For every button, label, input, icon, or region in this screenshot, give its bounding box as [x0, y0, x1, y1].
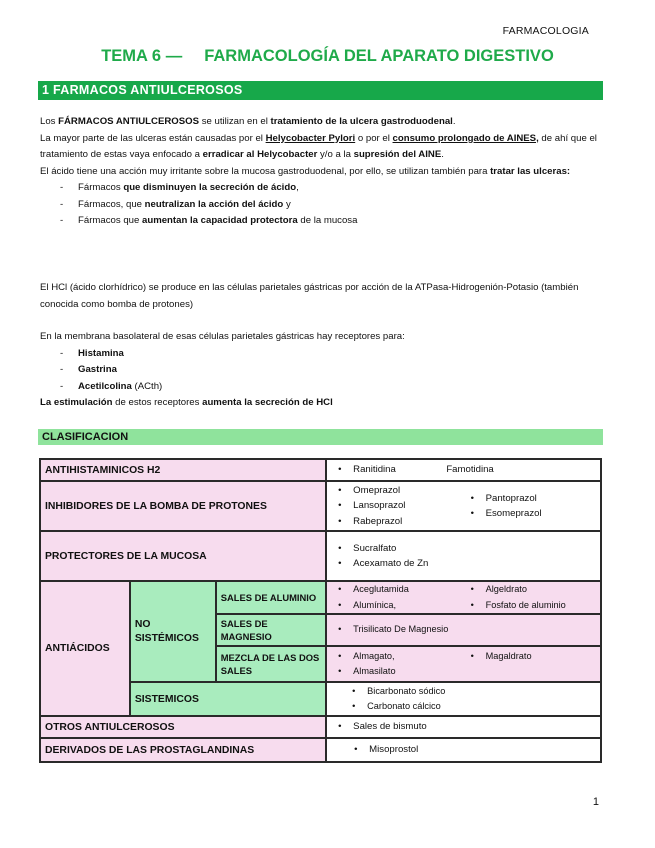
receptors-text	[40, 329, 600, 412]
magnesium-salts-drugs: • Trisilicato De Magnesio	[326, 614, 601, 646]
list-item: - Fármacos, que neutralizan la acción del ácido y	[40, 197, 600, 214]
systemic-label: SISTEMICOS	[130, 682, 326, 716]
table-row	[40, 481, 601, 531]
mixed-salts-drugs: • Almagato, • Almasilato • Magaldrato	[326, 646, 601, 682]
list-item: - Histamina	[40, 346, 600, 363]
list-item: - Fármacos que disminuyen la secreción de ácido,	[40, 180, 600, 197]
antacids-label: ANTIÁCIDOS	[40, 581, 130, 716]
mixed-salts-label: MEZCLA DE LAS DOS SALES	[216, 646, 326, 682]
non-systemic-label: NO SISTÉMICOS	[130, 581, 216, 682]
list-item: - Fármacos que aumentan la capacidad protectora de la mucosa	[40, 213, 600, 230]
header-subject: FARMACOLOGIA	[502, 25, 589, 37]
table-row	[40, 716, 601, 738]
protectors-label: PROTECTORES DE LA MUCOSA	[40, 531, 326, 581]
antihistamine-label: ANTIHISTAMINICOS H2	[40, 459, 326, 481]
other-antiulcer-label: OTROS ANTIULCEROSOS	[40, 716, 326, 738]
title-topic: TEMA 6 —	[101, 47, 183, 65]
table-row	[40, 459, 601, 481]
table-row	[40, 738, 601, 762]
magnesium-salts-label: SALES DE MAGNESIO	[216, 614, 326, 646]
treatment-list	[40, 180, 600, 230]
table-row	[40, 581, 601, 614]
list-item: - Gastrina	[40, 362, 600, 379]
section-heading: 1 FARMACOS ANTIULCEROSOS	[38, 81, 603, 100]
classification-table	[39, 458, 602, 763]
aluminum-salts-label: SALES DE ALUMINIO	[216, 581, 326, 614]
intro-paragraph-2: La mayor parte de las ulceras están causadas por el Helycobacter Pylori o por el consumo prolongado de AINES, de ahí que el tratamiento de estas vaya enfocado a erradicar al Helycobacter y/o a la supresión del AINE.	[40, 132, 597, 160]
list-item: - Acetilcolina (ACth)	[40, 379, 600, 396]
intro-paragraph-3: El ácido tiene una acción muy irritante sobre la mucosa gastroduodenal, por ello, se utilizan también para tratar las ulceras:	[40, 165, 571, 177]
protectors-drugs: • Sucralfato • Acexamato de Zn	[326, 531, 601, 581]
hcl-paragraph: El HCl (ácido clorhídrico) se produce en las células parietales gástricas por acción de la ATPasa-Hidrogenión-Potasio (también conocida como bomba de protones)	[40, 282, 579, 310]
classification-heading: CLASIFICACION	[38, 429, 603, 445]
page-number: 1	[592, 796, 599, 808]
title-subject: FARMACOLOGÍA DEL APARATO DIGESTIVO	[204, 47, 554, 65]
systemic-drugs: • Bicarbonato sódico • Carbonato cálcico	[326, 682, 601, 716]
prostaglandins-label: DERIVADOS DE LAS PROSTAGLANDINAS	[40, 738, 326, 762]
page-title	[0, 47, 655, 66]
aluminum-salts-drugs: • Aceglutamida • Alumínica, • Algeldrato • Fosfato de aluminio	[326, 581, 601, 614]
receptors-intro: En la membrana basolateral de esas células parietales gástricas hay receptores para:	[40, 331, 405, 342]
table-row	[40, 531, 601, 581]
intro-text	[40, 114, 600, 230]
ibp-drugs: • Omeprazol • Lansoprazol • Rabeprazol • Pantoprazol • Esomeprazol	[326, 481, 601, 531]
intro-paragraph-1: Los FÁRMACOS ANTIULCEROSOS se utilizan en el tratamiento de la ulcera gastroduodenal.	[40, 116, 456, 127]
other-antiulcer-drugs: • Sales de bismuto	[326, 716, 601, 738]
prostaglandins-drugs: • Misoprostol	[326, 738, 601, 762]
receptors-conclusion: La estimulación de estos receptores aumenta la secreción de HCl	[40, 397, 333, 408]
antihistamine-drugs: • Ranitidina Famotidina	[326, 459, 601, 481]
ibp-label: INHIBIDORES DE LA BOMBA DE PROTONES	[40, 481, 326, 531]
receptor-list	[40, 346, 600, 396]
